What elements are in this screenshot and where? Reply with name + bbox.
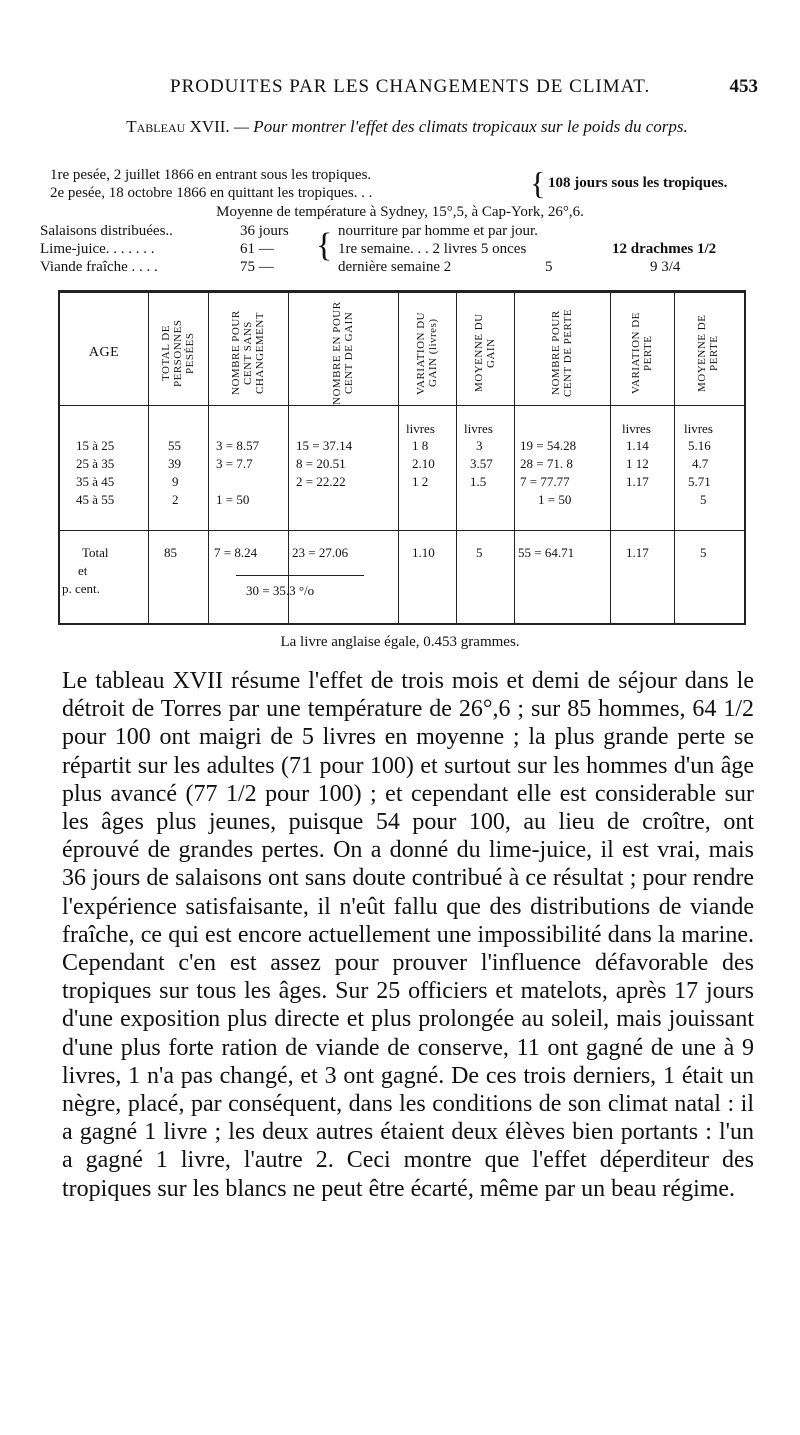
combined-total: 30 = 35.3 °/o: [246, 583, 315, 598]
ration-item: Lime-juice. . . . . . .: [40, 241, 155, 257]
body-text: Le tableau XVII résume l'effet de trois mois et demi de séjour dans le détroit de Torres par une température de 26°,6 ; sur 85 hommes, 64 1/2 pour 100 ont maigri de 5 livres en moyenne ; la plus grande perte se répartit sur les adultes (71 pour 100) et surtout sur les hommes d'un âge plus avancé (77 1/2 pour 100) ; et cependant elle est considerable sur les âges plus jeunes, puisque 54 pour 100, au lieu de croître, ont éprouvé de grandes pertes. On a donné du lime-juice, il est vrai, mais 36 jours de salaisons ont sans doute contribué à ce résultat ; pour rendre l'expérience satisfaisante, il n'eût fallu que des distributions de viande fraîche, ce qui est encore actuellement une impossibilité dans la marine. Cependant c'en est assez pour prouver l'influence défavorable des tropiques sur tous les âges. Sur 25 officiers et matelots, après 17 jours d'une exposition plus directe et plus prolongée au soleil, mais jouissant d'une plus forte ration de viande de conserve, 11 ont gagné de une à 9 livres, 1 n'a pas changé, et 3 ont gagné. De ces trois derniers, 1 était un nègre, placé, par conséquent, dans les conditions de son climat natal : il a gagné 1 livre ; les deux autres étaient deux élèves bien portants : l'un a gagné 1 livre, l'autre 2. Ceci montre que l'effet déperditeur des tropiques sur les blancs ne peut être écarté, même par un beau régime.: [62, 668, 754, 1202]
tropics-duration: 108 jours sous les tropiques.: [548, 175, 728, 191]
ration-item: Salaisons distribuées..: [40, 223, 173, 239]
brace-glyph: {: [530, 165, 546, 201]
caption-text: — Pour montrer l'effet des climats tropicaux sur le poids du corps.: [233, 117, 688, 136]
first-weighing: 1re pesée, 2 juillet 1866 en entrant sous les tropiques.: [50, 167, 372, 183]
col-header: VARIATION DE PERTE: [630, 312, 654, 394]
unit-label: livres: [406, 421, 435, 436]
table-caption: [52, 116, 762, 137]
col-header: TOTAL DE PERSONNES PESÉES: [160, 319, 196, 387]
ration-line-1: nourriture par homme et par jour.: [338, 223, 538, 239]
page-number: 453: [729, 76, 758, 97]
unit-label: livres: [684, 421, 713, 436]
weight-table: AGE TOTAL DE PERSONNES PESÉES NOMBRE POUR CENT SANS CHANGEMENT NOMBRE EN POUR CENT DE GAIN VARIATION DU GAIN (livres) MOYENNE DU GAIN NOMBRE POUR CENT DE PERTE VARIATION DE PERTE MOYENNE DE PERTE livres livres livres livres 15 à 25 55 3 = 8.57 15 = 37.14 1 8 3 19 = 54.28 1.14 5.16 25 à 35 39 3 = 7.7 8 = 20.51 2.10 3.57 28 = 71. 8 1 12 4.7 35 à 45 9 2 = 22.22 1 2 1.5 7 = 77.77 1.17 5.71 45 à 55 2 1 = 50 1 = 50 5 Total et p. cent. 85 7 = 8.24 23 = 27.06 1.10 5 55 = 64.71 1.17 5 30 = 35.3 °/o: [58, 290, 746, 625]
ration-qty: 61 —: [240, 241, 274, 257]
body-paragraph: [62, 667, 754, 1203]
second-weighing: 2e pesée, 18 octobre 1866 en quittant les tropiques. . .: [50, 185, 373, 201]
col-header: MOYENNE DU GAIN: [473, 313, 497, 393]
ration-item: Viande fraîche . . . .: [40, 259, 158, 275]
ration-line-2: 1re semaine. . . 2 livres 5 onces: [338, 241, 527, 257]
col-header: AGE: [88, 345, 120, 360]
unit-label: livres: [622, 421, 651, 436]
ration-line-2b: 12 drachmes 1/2: [612, 241, 717, 257]
brace-glyph: {: [316, 227, 333, 264]
unit-label: livres: [464, 421, 493, 436]
ration-line-3: dernière semaine 2: [338, 259, 452, 275]
temperature-info: Moyenne de température à Sydney, 15°,5, à Cap-York, 26°,6.: [216, 204, 584, 220]
col-header: NOMBRE POUR CENT DE PERTE: [550, 308, 574, 398]
col-header: NOMBRE EN POUR CENT DE GAIN: [331, 301, 355, 405]
ration-qty: 75 —: [240, 259, 274, 275]
col-header: NOMBRE POUR CENT SANS CHANGEMENT: [230, 310, 266, 396]
table-footnote: La livre anglaise égale, 0.453 grammes.: [280, 634, 520, 650]
running-title: PRODUITES PAR LES CHANGEMENTS DE CLIMAT.: [170, 76, 651, 97]
col-header: VARIATION DU GAIN (livres): [415, 311, 439, 395]
col-header: MOYENNE DE PERTE: [696, 314, 720, 392]
running-header: [0, 76, 800, 102]
ration-qty: 36 jours: [240, 223, 289, 239]
ration-line-3a: 5: [545, 259, 553, 275]
caption-label: Tableau XVII.: [126, 117, 230, 136]
ration-line-3b: 9 3/4: [650, 259, 681, 275]
